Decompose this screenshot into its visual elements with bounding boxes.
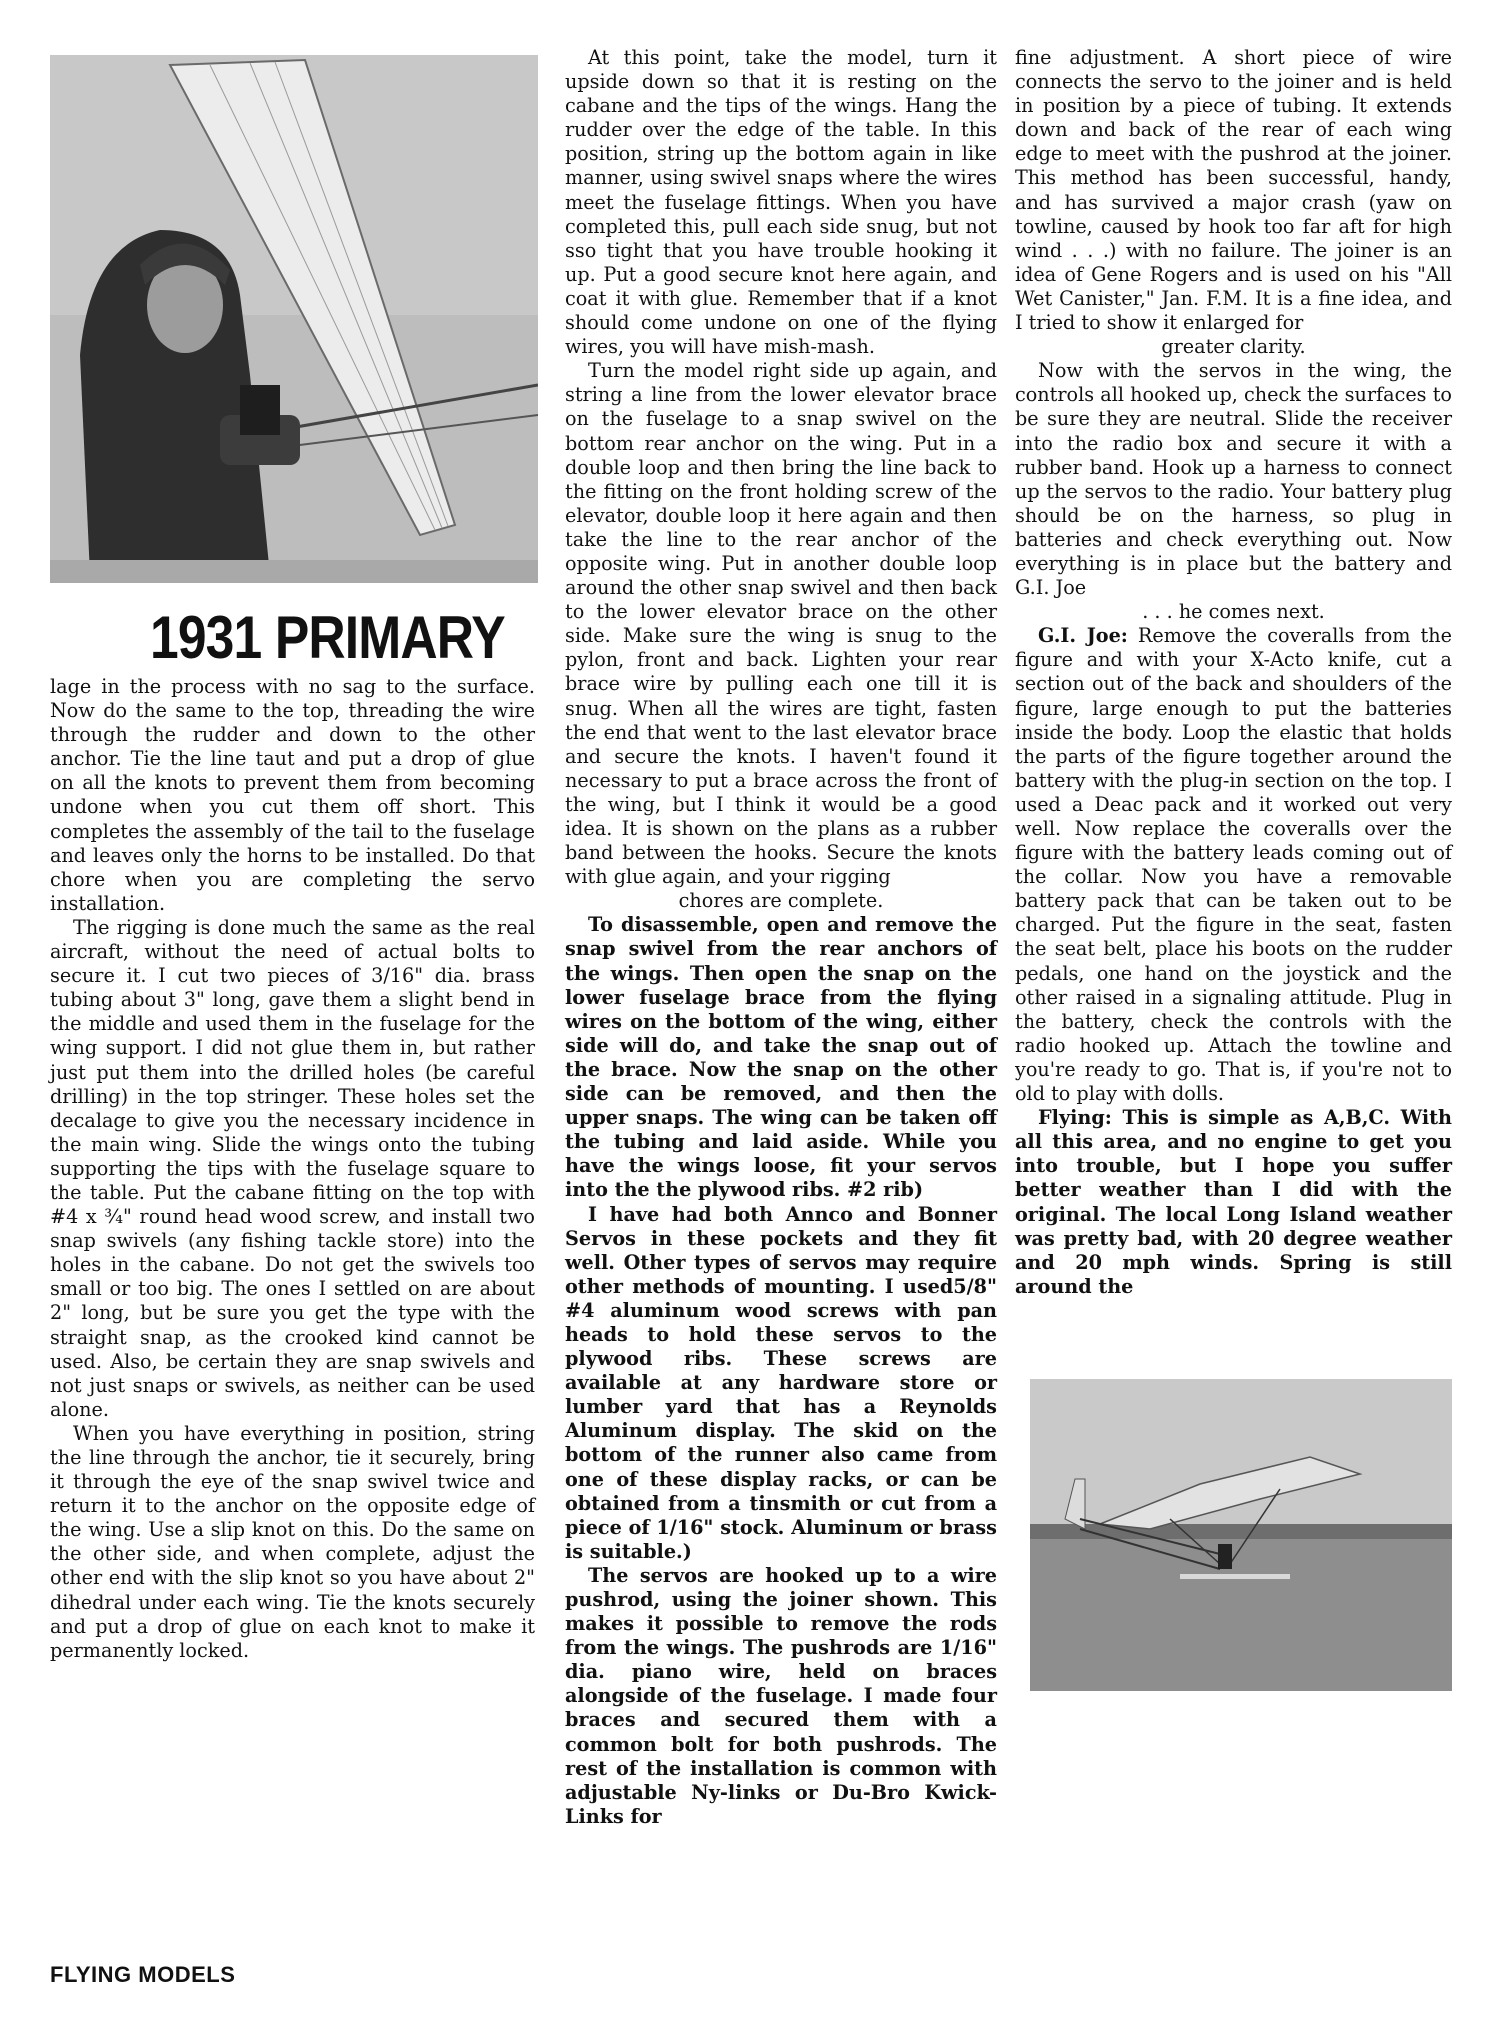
paragraph: At this point, take the model, turn it upside down so that it is resting on the cabane and the tips of the wings. Hang the rudder over the edge of the table. In this position, string up the bottom again in like manner, using swivel snaps where the wires meet the fuselage fittings. When you have completed this, pull each side snug, but not sso tight that you have trouble hooking it up. Put a good secure knot here again, and coat it with glue. Remember that if a knot should come undone on one of the flying wires, you will have mish-mash. xyxy=(565,46,997,359)
photo-man-holding-glider xyxy=(50,55,538,583)
glider-photo-illustration xyxy=(50,55,538,583)
paragraph-text: open and remove the snap swivel from the rear anchors of the wings. Then open the snap on the lower fuselage brace from the flying wires on the bottom of the wing, either side will do, and take the snap out of the brace. Now the snap on the other side can be removed, and then the upper snaps. The wing can be taken off the tubing and laid aside. While you have the wings loose, fit your servos into the the plywood ribs. #2 rib) xyxy=(565,913,998,1202)
lead-in: Flying: xyxy=(1038,1106,1112,1130)
paragraph-text: This is simple as A,B,C. With all this area, and no engine to get you into trouble, but I hope you suffer better weather than I did with the original. The local Long Island weather was pretty bad, with 20 degree weather and 20 mph winds. Spring is still around the xyxy=(1015,1106,1452,1298)
paragraph: lage in the process with no sag to the surface. Now do the same to the top, threading the wire through the rudder and down to the other anchor. Tie the line taut and put a drop of glue on all the knots to prevent them from becoming undone when you cut them off short. This completes the assembly of the tail to the fuselage and leaves only the horns to be installed. Do that chore when you are completing the servo installation. xyxy=(50,675,535,915)
paragraph-end: greater clarity. xyxy=(1161,335,1306,359)
paragraph: When you have everything in position, string the line through the anchor, tie it securely, bring it through the eye of the snap swivel twice and return it to the anchor on the opposite edge of the wing. Use a slip knot on this. Do the same on the other side, and when complete, adjust the other end with the slip knot so you have about 2" dihedral under each wing. Tie the knots securely and put a drop of glue on each knot to make it permanently locked. xyxy=(50,1421,535,1662)
lead-in: G.I. Joe: xyxy=(1038,624,1128,648)
glider-field-illustration xyxy=(1030,1379,1452,1691)
photo-glider-on-field xyxy=(1030,1379,1452,1691)
paragraph: I have had both Annco and Bonner Servos in these pockets and they fit well. Other types of servos may require other methods of mounting. I used5/8" #4 aluminum wood screws with pan heads to hold these servos to the plywood ribs. These screws are available at any hardware store or lumber yard that has a Reynolds Aluminum display. The skid on the bottom of the runner also came from one of these display racks, or can be obtained from a tinsmith or cut from a piece of 1/16" stock. Aluminum or brass is suitable.) xyxy=(565,1202,997,1563)
paragraph: fine adjustment. A short piece of wire connects the servo to the joiner and is held in position by a piece of tubing. It extends down and back of the rear of each wing edge to meet with the pushrod at the joiner. This method has been successful, handy, and has survived a major crash (yaw on towline, caused by hook too far aft for high wind . . .) with no failure. The joiner is an idea of Gene Rogers and is used on his "All Wet Canister," Jan. F.M. It is a fine idea, and I tried to show it enlarged for xyxy=(1015,46,1452,335)
paragraph xyxy=(565,913,997,1202)
paragraph xyxy=(1015,1106,1452,1299)
paragraph-end: chores are complete. xyxy=(678,889,884,913)
paragraph-text: Remove the coveralls from the figure and with your X-Acto knife, cut a section out of the back and shoulders of the figure, large enough to put the batteries inside the body. Loop the elastic that holds the parts of the figure together around the battery with the plug-in section on the top. I used a Deac pack and it worked out very well. Now replace the coveralls over the figure with the battery leads coming out of the collar. Now you have a removable battery pack that can be taken out to be charged. Put the figure in the seat, fasten the seat belt, place his boots on the rudder pedals, one hand on the joystick and the other raised in a signaling attitude. Plug in the battery, check the controls with the radio hooked up. Attach the towline and you're ready to go. That is, if you're not to old to play with dolls. xyxy=(1015,624,1452,1106)
column-3 xyxy=(1015,46,1452,1299)
article-title: 1931 PRIMARY xyxy=(150,604,505,671)
paragraph: The servos are hooked up to a wire pushrod, using the joiner shown. This makes it possible to remove the rods from the wings. The pushrods are 1/16" dia. piano wire, held on braces alongside of the fuselage. I made four braces and secured them with a common bolt for both pushrods. The rest of the installation is common with adjustable Ny-links or Du-Bro Kwick-Links for xyxy=(565,1563,997,1828)
paragraph xyxy=(1015,624,1452,1106)
page-footer: FLYING MODELS xyxy=(50,1962,236,1987)
paragraph: The rigging is done much the same as the real aircraft, without the need of actual bolts to secure it. I cut two pieces of 3/16" dia. brass tubing about 3" long, gave them a slight bend in the middle and used them in the fuselage for the wing support. I did not glue them in, but rather just put them into the drilled holes (be careful drilling) in the top stringer. These holes set the decalage to give you the necessary incidence in the main wing. Slide the wings onto the tubing supporting the tips with the fuselage square to the table. Put the cabane fitting on the top with #4 x ¾" round head wood screw, and install two snap swivels (any fishing tackle store) into the holes in the cabane. Do not get the swivels too small or too big. The ones I settled on are about 2" long, but be sure you get the type with the straight snap, as the crooked kind cannot be used. Also, be certain they are snap swivels and not just snaps or swivels, as neither can be used alone. xyxy=(50,915,535,1421)
paragraph: Now with the servos in the wing, the controls all hooked up, check the surfaces to be sure they are neutral. Slide the receiver into the radio box and secure it with a rubber band. Hook up a harness to connect up the servos to the radio. Your battery plug should be on the harness, so plug in batteries and check everything out. Now everything is in place but the battery and G.I. Joe xyxy=(1015,359,1452,600)
lead-in: To disassemble, xyxy=(588,913,759,937)
paragraph-end: . . . he comes next. xyxy=(1142,600,1325,624)
column-1 xyxy=(50,675,535,1663)
paragraph: Turn the model right side up again, and string a line from the lower elevator brace on the fuselage to a snap swivel on the bottom rear anchor on the wing. Put in a double loop and then bring the line back to the fitting on the front holding screw of the elevator, double loop it here again and then take the line to the rear anchor of the opposite wing. Put in another double loop around the other snap swivel and then back to the lower elevator brace on the other side. Make sure the wing is snug to the pylon, front and back. Lighten your rear brace wire by pulling each one till it is snug. When all the wires are tight, fasten the end that went to the last elevator brace and secure the knots. I haven't found it necessary to put a brace across the front of the wing, but I think it would be a good idea. It is shown on the plans as a rubber band between the hooks. Secure the knots with glue again, and your rigging xyxy=(565,359,997,889)
column-2 xyxy=(565,46,997,1829)
